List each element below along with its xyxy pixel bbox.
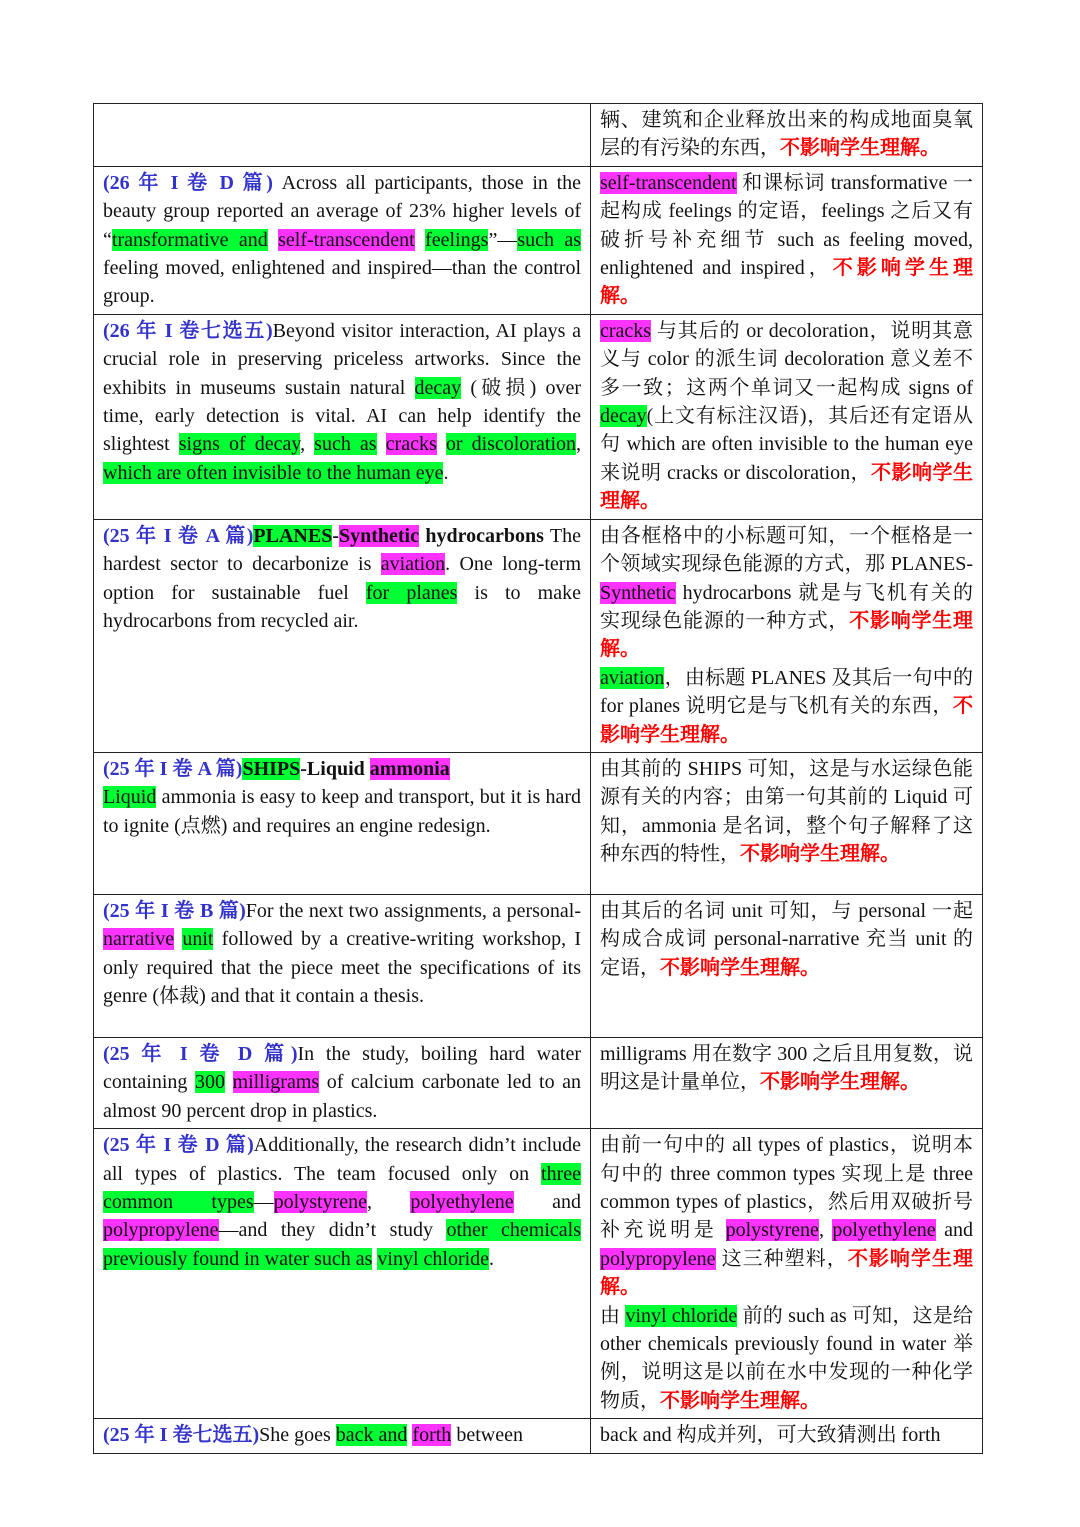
text-segment	[268, 229, 278, 251]
green-highlight: feelings	[425, 228, 489, 251]
magenta-highlight: polystyrene	[725, 1219, 819, 1242]
text-segment: . One long-term option for sustainable fuel	[103, 553, 582, 604]
passage-cell	[94, 894, 591, 1037]
source-label: (25 年 I 卷七选五)	[103, 1424, 260, 1447]
source-label: (26 年 I 卷 D 篇)	[103, 171, 273, 194]
green-highlight: SHIPS	[242, 757, 301, 780]
magenta-highlight: Synthetic	[338, 524, 419, 547]
text-segment: Across all participants, those in the beauty group reported an average of 23% higher levels of “	[103, 171, 581, 251]
green-highlight: or discoloration	[445, 433, 577, 456]
magenta-highlight: aviation	[380, 553, 446, 576]
text-segment: and	[513, 1190, 581, 1213]
source-label: (26 年 I 卷七选五)	[103, 319, 273, 342]
text-segment: She goes	[259, 1424, 336, 1447]
green-highlight: 300	[194, 1071, 225, 1094]
conclusion-note: 不影响学生理解。	[660, 1389, 820, 1412]
table-row	[94, 894, 983, 1037]
green-highlight: vinyl chloride	[625, 1304, 738, 1327]
magenta-highlight: polypropylene	[600, 1247, 716, 1270]
text-segment: 这三种塑料，	[715, 1247, 848, 1270]
explanation-cell	[591, 894, 983, 1037]
green-highlight: signs of decay	[178, 433, 301, 456]
magenta-highlight: self-transcendent	[600, 171, 737, 194]
magenta-highlight: polyethylene	[410, 1190, 514, 1213]
text-segment: 由其后的名词 unit 可知，与 personal 一起构成合成词 personal-narrative 充当 unit 的定语，	[600, 899, 973, 979]
source-label: (25 年 I 卷 A 篇)	[103, 757, 243, 780]
text-segment: 由前一句中的 all types of plastics，说明本句中的 three common types 实现上是 three common types of plastics，然后用双破折号补充说明是	[600, 1134, 973, 1242]
table-row	[94, 1037, 983, 1128]
green-highlight: vinyl chloride	[377, 1247, 490, 1270]
green-highlight: Liquid	[103, 786, 157, 809]
text-segment: between	[451, 1424, 523, 1447]
passage-cell	[94, 1037, 591, 1128]
passage-cell	[94, 1129, 591, 1419]
text-segment: hydrocarbons 就是与飞机有关的实现绿色能源的一种方式，	[600, 581, 973, 632]
text-segment: ，由标题 PLANES 及其后一句中的 for planes 说明它是与飞机有关的东西，	[600, 666, 973, 718]
magenta-highlight: self-transcendent	[278, 228, 415, 251]
table-row	[94, 752, 983, 894]
text-segment: 与其后的 or decoloration，说明其意义与 color 的派生词 decoloration 意义差不多一致；这两个单词又一起构成 signs of	[600, 319, 973, 399]
text-segment: (破损) over time, early detection is vital. AI can help identify the slightest	[103, 376, 581, 456]
green-highlight: other chemicals previously found in water such as	[103, 1219, 581, 1270]
text-segment: 由各框格中的小标题可知，一个框格是一个领域实现绿色能源的方式，那 PLANES-	[600, 524, 973, 576]
text-segment: milligrams 用在数字 300 之后且用复数，说明这是计量单位，	[600, 1042, 973, 1094]
text-segment: 和课标词 transformative 一起构成 feelings 的定语，feelings 之后又有破折号补充细节 such as feeling moved, enlightened and inspired，	[600, 171, 973, 280]
conclusion-note: 不影响学生理解。	[660, 956, 820, 979]
table-row	[94, 519, 983, 752]
text-segment: Additionally, the research didn’t include all types of plastics. The team focused only on	[103, 1134, 581, 1185]
magenta-highlight: cracks	[385, 433, 437, 456]
explanation-cell	[591, 1129, 983, 1419]
green-highlight: decay	[600, 405, 647, 428]
source-label: (25 年 I 卷 A 篇)	[103, 524, 254, 547]
explanation-cell	[591, 752, 983, 894]
text-segment: feeling moved, enlightened and inspired—than the control group.	[103, 257, 581, 308]
text-segment: Beyond visitor interaction, AI plays a crucial role in preserving priceless artworks. Since the exhibits in museums sustain natural	[103, 319, 581, 399]
source-label: (25 年 I 卷 B 篇)	[103, 899, 246, 922]
magenta-highlight: ammonia	[369, 757, 450, 780]
conclusion-note: 不影响学生理解。	[600, 1247, 974, 1299]
magenta-highlight: milligrams	[232, 1071, 320, 1094]
text-segment	[225, 1071, 233, 1093]
green-highlight: three common types	[103, 1162, 581, 1213]
conclusion-note: 不影响学生理解。	[600, 695, 973, 746]
table-row	[94, 1129, 983, 1419]
text-segment: .	[443, 461, 449, 484]
text-segment: .	[489, 1247, 495, 1270]
source-label: (25 年 I 卷 D 篇)	[103, 1042, 298, 1065]
text-segment: —and they didn’t study	[218, 1219, 447, 1242]
text-segment: (上文有标注汉语)，其后还有定语从句 which are often invisible to the human eye 来说明 cracks or discoloration，	[600, 405, 973, 484]
text-segment: and	[935, 1219, 973, 1242]
magenta-highlight: forth	[412, 1424, 452, 1447]
magenta-highlight: polyethylene	[832, 1219, 936, 1242]
text-segment	[415, 229, 425, 251]
text-segment: -Liquid	[300, 757, 370, 780]
text-segment: ammonia is easy to keep and transport, but it is hard to ignite (点燃) and requires an engine redesign.	[103, 786, 581, 837]
green-highlight: PLANES	[253, 524, 333, 547]
conclusion-note: 不影响学生理解。	[760, 1071, 920, 1094]
magenta-highlight: polypropylene	[103, 1219, 219, 1242]
green-highlight: unit	[182, 928, 214, 951]
passage-cell	[94, 752, 591, 894]
text-segment: For the next two assignments, a personal-	[245, 899, 581, 922]
explanation-cell	[591, 314, 983, 519]
table-row	[94, 104, 983, 167]
text-segment: ,	[576, 433, 582, 456]
text-segment: -	[332, 524, 339, 547]
text-segment: back and 构成并列，可大致猜测出 forth	[600, 1424, 941, 1447]
text-segment: is to make hydrocarbons from recycled air.	[103, 581, 581, 632]
table-row	[94, 166, 983, 314]
green-highlight: decay	[414, 376, 462, 399]
conclusion-note: 不影响学生理解。	[740, 843, 900, 866]
text-segment: ,	[300, 433, 315, 456]
explanation-cell	[591, 104, 983, 167]
text-segment	[377, 433, 386, 455]
table-row	[94, 314, 983, 519]
green-highlight: such as	[517, 228, 582, 251]
text-segment: In the study, boiling hard water containing	[103, 1042, 581, 1094]
conclusion-note: 不影响学生理解。	[600, 257, 973, 308]
magenta-highlight: narrative	[103, 928, 175, 951]
text-segment: ,	[818, 1219, 833, 1242]
green-highlight: aviation	[600, 666, 665, 689]
passage-cell	[94, 314, 591, 519]
magenta-highlight: cracks	[600, 319, 652, 342]
magenta-highlight: polystyrene	[273, 1190, 367, 1213]
text-segment: hydrocarbons	[418, 524, 544, 547]
text-segment: followed by a creative-writing workshop, I only required that the piece meet the specifications of its genre (体裁) and that it contain a thesis.	[103, 928, 582, 1008]
conclusion-note: 不影响学生理解。	[600, 461, 973, 513]
magenta-highlight: Synthetic	[600, 581, 676, 604]
green-highlight: transformative and	[111, 228, 268, 251]
passage-cell	[94, 1419, 591, 1453]
explanation-cell	[591, 519, 983, 752]
text-segment: 由	[600, 1304, 626, 1327]
text-segment	[437, 433, 446, 455]
explanation-cell	[591, 1037, 983, 1128]
table-row	[94, 1419, 983, 1453]
green-highlight: such as	[314, 433, 377, 456]
text-segment: 由其前的 SHIPS 可知，这是与水运绿色能源有关的内容；由第一句其前的 Liquid 可知，ammonia 是名词，整个句子解释了这种东西的特性，	[600, 757, 973, 866]
passage-cell	[94, 166, 591, 314]
text-segment: —	[253, 1190, 274, 1213]
passage-cell	[94, 519, 591, 752]
conclusion-note: 不影响学生理解。	[780, 137, 940, 160]
text-segment: 辆、建筑和企业释放出来的构成地面臭氧层的有污染的东西，	[600, 109, 973, 160]
green-highlight: which are often invisible to the human eye	[103, 461, 444, 484]
green-highlight: for planes	[365, 581, 458, 604]
source-label: (25 年 I 卷 D 篇)	[103, 1134, 254, 1157]
text-segment: ”—	[488, 228, 518, 251]
text-segment: The hardest sector to decarbonize is	[103, 524, 582, 576]
conclusion-note: 不影响学生理解。	[600, 609, 974, 661]
explanation-cell	[591, 166, 983, 314]
comparison-table	[93, 103, 983, 1454]
text-segment: 前的 such as 可知，这是给 other chemicals previously found in water 举例，说明这是以前在水中发现的一种化学物质，	[600, 1304, 973, 1412]
green-highlight: back and	[335, 1424, 408, 1447]
text-segment: ,	[366, 1190, 411, 1213]
passage-cell	[94, 104, 591, 167]
explanation-cell	[591, 1419, 983, 1453]
text-segment: of calcium carbonate led to an almost 90 percent drop in plastics.	[103, 1071, 581, 1122]
